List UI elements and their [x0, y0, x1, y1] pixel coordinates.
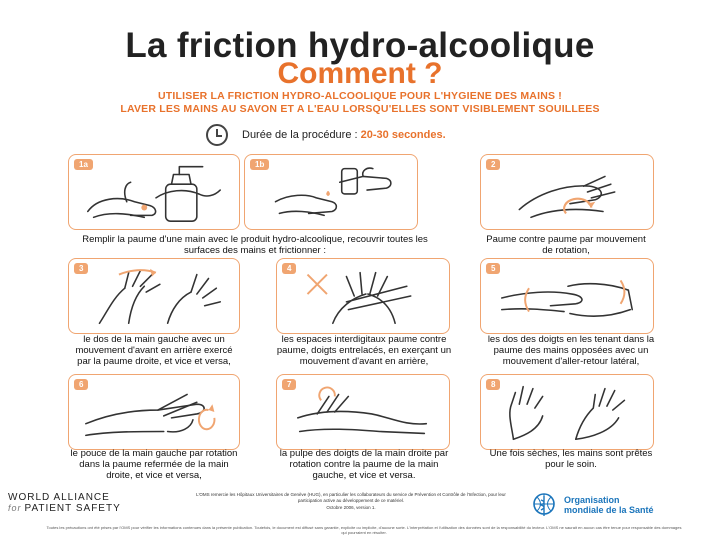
step-8-caption: Une fois sèches, les mains sont prêtes pour le soin.: [489, 448, 653, 470]
step-badge: 1b: [250, 159, 269, 170]
fingertips-rotation-illustration: [277, 375, 449, 449]
who-name: [564, 495, 654, 515]
who-emblem-icon: [530, 492, 558, 518]
step-8-panel: [480, 374, 654, 450]
step-badge: 7: [282, 379, 296, 390]
step-7-caption: la pulpe des doigts de la main droite par rotation contre la paume de la main gauche, et vice et versa.: [279, 448, 449, 481]
who-logo-block: [530, 492, 654, 518]
hand-pump-dispenser-illustration: [69, 155, 239, 229]
step-badge: 5: [486, 263, 500, 274]
step-badge: 3: [74, 263, 88, 274]
who-line-1: Organisation: [564, 495, 620, 505]
step-badge: 8: [486, 379, 500, 390]
step-badge: 1a: [74, 159, 93, 170]
clock-icon: [206, 124, 228, 146]
world-alliance-logo: [8, 492, 158, 514]
step-1a-panel: [68, 154, 240, 230]
dry-hands-illustration: [481, 375, 653, 449]
step-3-caption: le dos de la main gauche avec un mouvement d'avant en arrière exercé par la paume droite, et vice et versa,: [75, 334, 233, 367]
step-7-panel: [276, 374, 450, 450]
step-badge: 6: [74, 379, 88, 390]
alliance-for: for: [8, 503, 22, 513]
step-4-panel: [276, 258, 450, 334]
step-6-caption: le pouce de la main gauche par rotation dans la paume refermée de la main droite, et vice et versa,: [70, 448, 238, 481]
poster-title: La friction hydro-alcoolique: [125, 26, 595, 65]
step-4-caption: les espaces interdigitaux paume contre paume, doigts entrelacés, en exerçant un mouvement d'avant en arrière,: [276, 334, 452, 367]
back-of-fingers-illustration: [481, 259, 653, 333]
duration-label: Durée de la procédure :: [242, 129, 358, 141]
warning-line-1: UTILISER LA FRICTION HYDRO-ALCOOLIQUE POUR L'HYGIENE DES MAINS !: [158, 90, 562, 102]
step-1-caption: Remplir la paume d'une main avec le produit hydro-alcoolique, recouvrir toutes les surfaces des mains et frictionner :: [82, 234, 428, 256]
warning-line-2: LAVER LES MAINS AU SAVON ET A L'EAU LORSQU'ELLES SONT VISIBLEMENT SOUILLEES: [120, 103, 600, 115]
credits-text: L'OMS remercie les Hôpitaux Universitaires de Genève (HUG), en particulier les collaborateurs du service de Prévention et Contrôle de l'Infection, pour leur participation active au développement de ce matériel.: [196, 492, 506, 503]
version-date: Octobre 2006, version 1.: [326, 505, 376, 510]
interlaced-fingers-illustration: [277, 259, 449, 333]
credits-block: [186, 492, 516, 511]
step-1b-panel: [244, 154, 418, 230]
step-5-panel: [480, 258, 654, 334]
step-badge: 4: [282, 263, 296, 274]
palm-to-palm-illustration: [481, 155, 653, 229]
disclaimer-text: Toutes les précautions ont été prises par l'OMS pour vérifier les informations contenues dans la présente publication. Toutefois, le document est diffusé sans garantie, explicite ou implicite, d'aucune sorte. L'interprétation et l'utilisation des données sont de la responsabilité du lecteur. L'OMS ne saurait en aucun cas être tenue pour responsable des dommages qui pourraient en résulter.: [46, 525, 682, 535]
duration-text: [242, 129, 446, 141]
step-6-panel: [68, 374, 240, 450]
who-line-2: mondiale de la Santé: [564, 505, 654, 515]
alliance-line-2: PATIENT SAFETY: [24, 503, 121, 514]
thumb-rotation-illustration: [69, 375, 239, 449]
step-5-caption: les dos des doigts en les tenant dans la paume des mains opposées avec un mouvement d'aller-retour latéral,: [487, 334, 655, 367]
step-2-panel: [480, 154, 654, 230]
duration-value: 20-30 secondes.: [360, 129, 446, 141]
alliance-line-1: WORLD ALLIANCE: [8, 492, 110, 503]
step-3-panel: [68, 258, 240, 334]
step-2-caption: Paume contre paume par mouvement de rotation,: [486, 234, 646, 256]
poster-subtitle: Comment ?: [277, 57, 443, 90]
alliance-line-2-row: [8, 503, 158, 514]
step-badge: 2: [486, 159, 500, 170]
hand-filling-palm-illustration: [245, 155, 417, 229]
back-of-hand-illustration: [69, 259, 239, 333]
duration-row: [206, 124, 446, 146]
